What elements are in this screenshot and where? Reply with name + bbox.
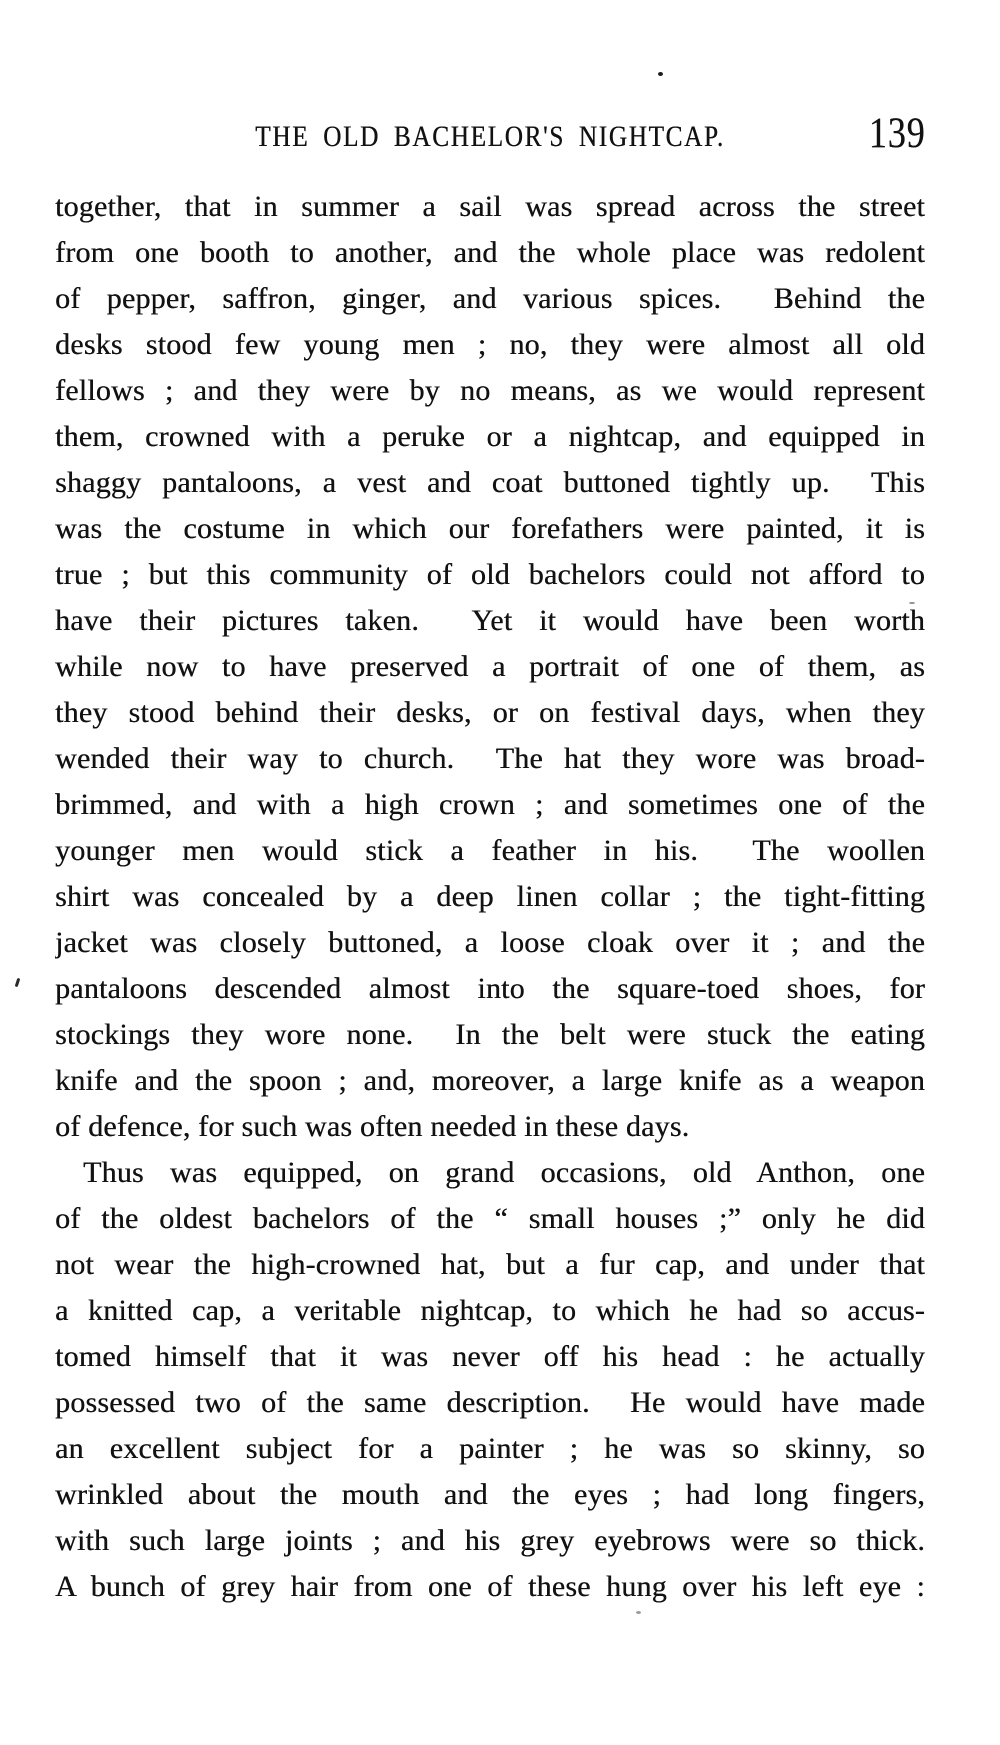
text-line: with such large joints ; and his grey eyebrows were so thick. [55,1524,925,1557]
text-line: of pepper, saffron, ginger, and various spices. Behind the [55,282,925,315]
text-line: have their pictures taken. Yet it would have been worth [55,604,925,637]
text-line: tomed himself that it was never off his head : he actually [55,1340,925,1373]
text-line: not wear the high-crowned hat, but a fur cap, and under that [55,1248,925,1281]
text-line: desks stood few young men ; no, they were almost all old [55,328,925,361]
text-line: together, that in summer a sail was spread across the street [55,190,925,223]
text-line: them, crowned with a peruke or a nightcap, and equipped in [55,420,925,453]
text-line: while now to have preserved a portrait of one of them, as [55,650,925,683]
text-line: they stood behind their desks, or on festival days, when they [55,696,925,729]
text-line: was the costume in which our forefathers were painted, it is [55,512,925,545]
text-line: a knitted cap, a veritable nightcap, to which he had so accus- [55,1294,925,1327]
text-line: stockings they wore none. In the belt were stuck the eating [55,1018,925,1051]
text-line: wended their way to church. The hat they wore was broad- [55,742,925,775]
text-line: knife and the spoon ; and, moreover, a large knife as a weapon [55,1064,925,1097]
text-line: shirt was concealed by a deep linen collar ; the tight-fitting [55,880,925,913]
text-line: pantaloons descended almost into the square-toed shoes, for [55,972,925,1005]
text-line: shaggy pantaloons, a vest and coat buttoned tightly up. This [55,466,925,499]
running-header-title: THE OLD BACHELOR'S NIGHTCAP. [255,120,725,153]
text-line: from one booth to another, and the whole place was redolent [55,236,925,269]
text-line: Thus was equipped, on grand occasions, old Anthon, one [83,1156,925,1189]
scan-speck [658,72,663,76]
text-line: of the oldest bachelors of the “ small houses ;” only he did [55,1202,925,1235]
page-header [55,112,925,160]
page-body [55,184,925,1610]
page-number: 139 [868,110,925,157]
text-line: jacket was closely buttoned, a loose cloak over it ; and the [55,926,925,959]
text-line: true ; but this community of old bachelors could not afford to [55,558,925,591]
text-line: brimmed, and with a high crown ; and sometimes one of the [55,788,925,821]
text-line: possessed two of the same description. He would have made [55,1386,925,1419]
text-line: an excellent subject for a painter ; he was so skinny, so [55,1432,925,1465]
text-line: A bunch of grey hair from one of these hung over his left eye : [55,1570,925,1603]
text-line: wrinkled about the mouth and the eyes ; had long fingers, [55,1478,925,1511]
scan-speck [909,602,915,604]
text-line: of defence, for such was often needed in these days. [55,1110,690,1143]
scan-speck [636,1611,641,1614]
scan-artifact-tick [15,978,21,987]
text-line: younger men would stick a feather in his. The woollen [55,834,925,867]
text-line: fellows ; and they were by no means, as we would represent [55,374,925,407]
